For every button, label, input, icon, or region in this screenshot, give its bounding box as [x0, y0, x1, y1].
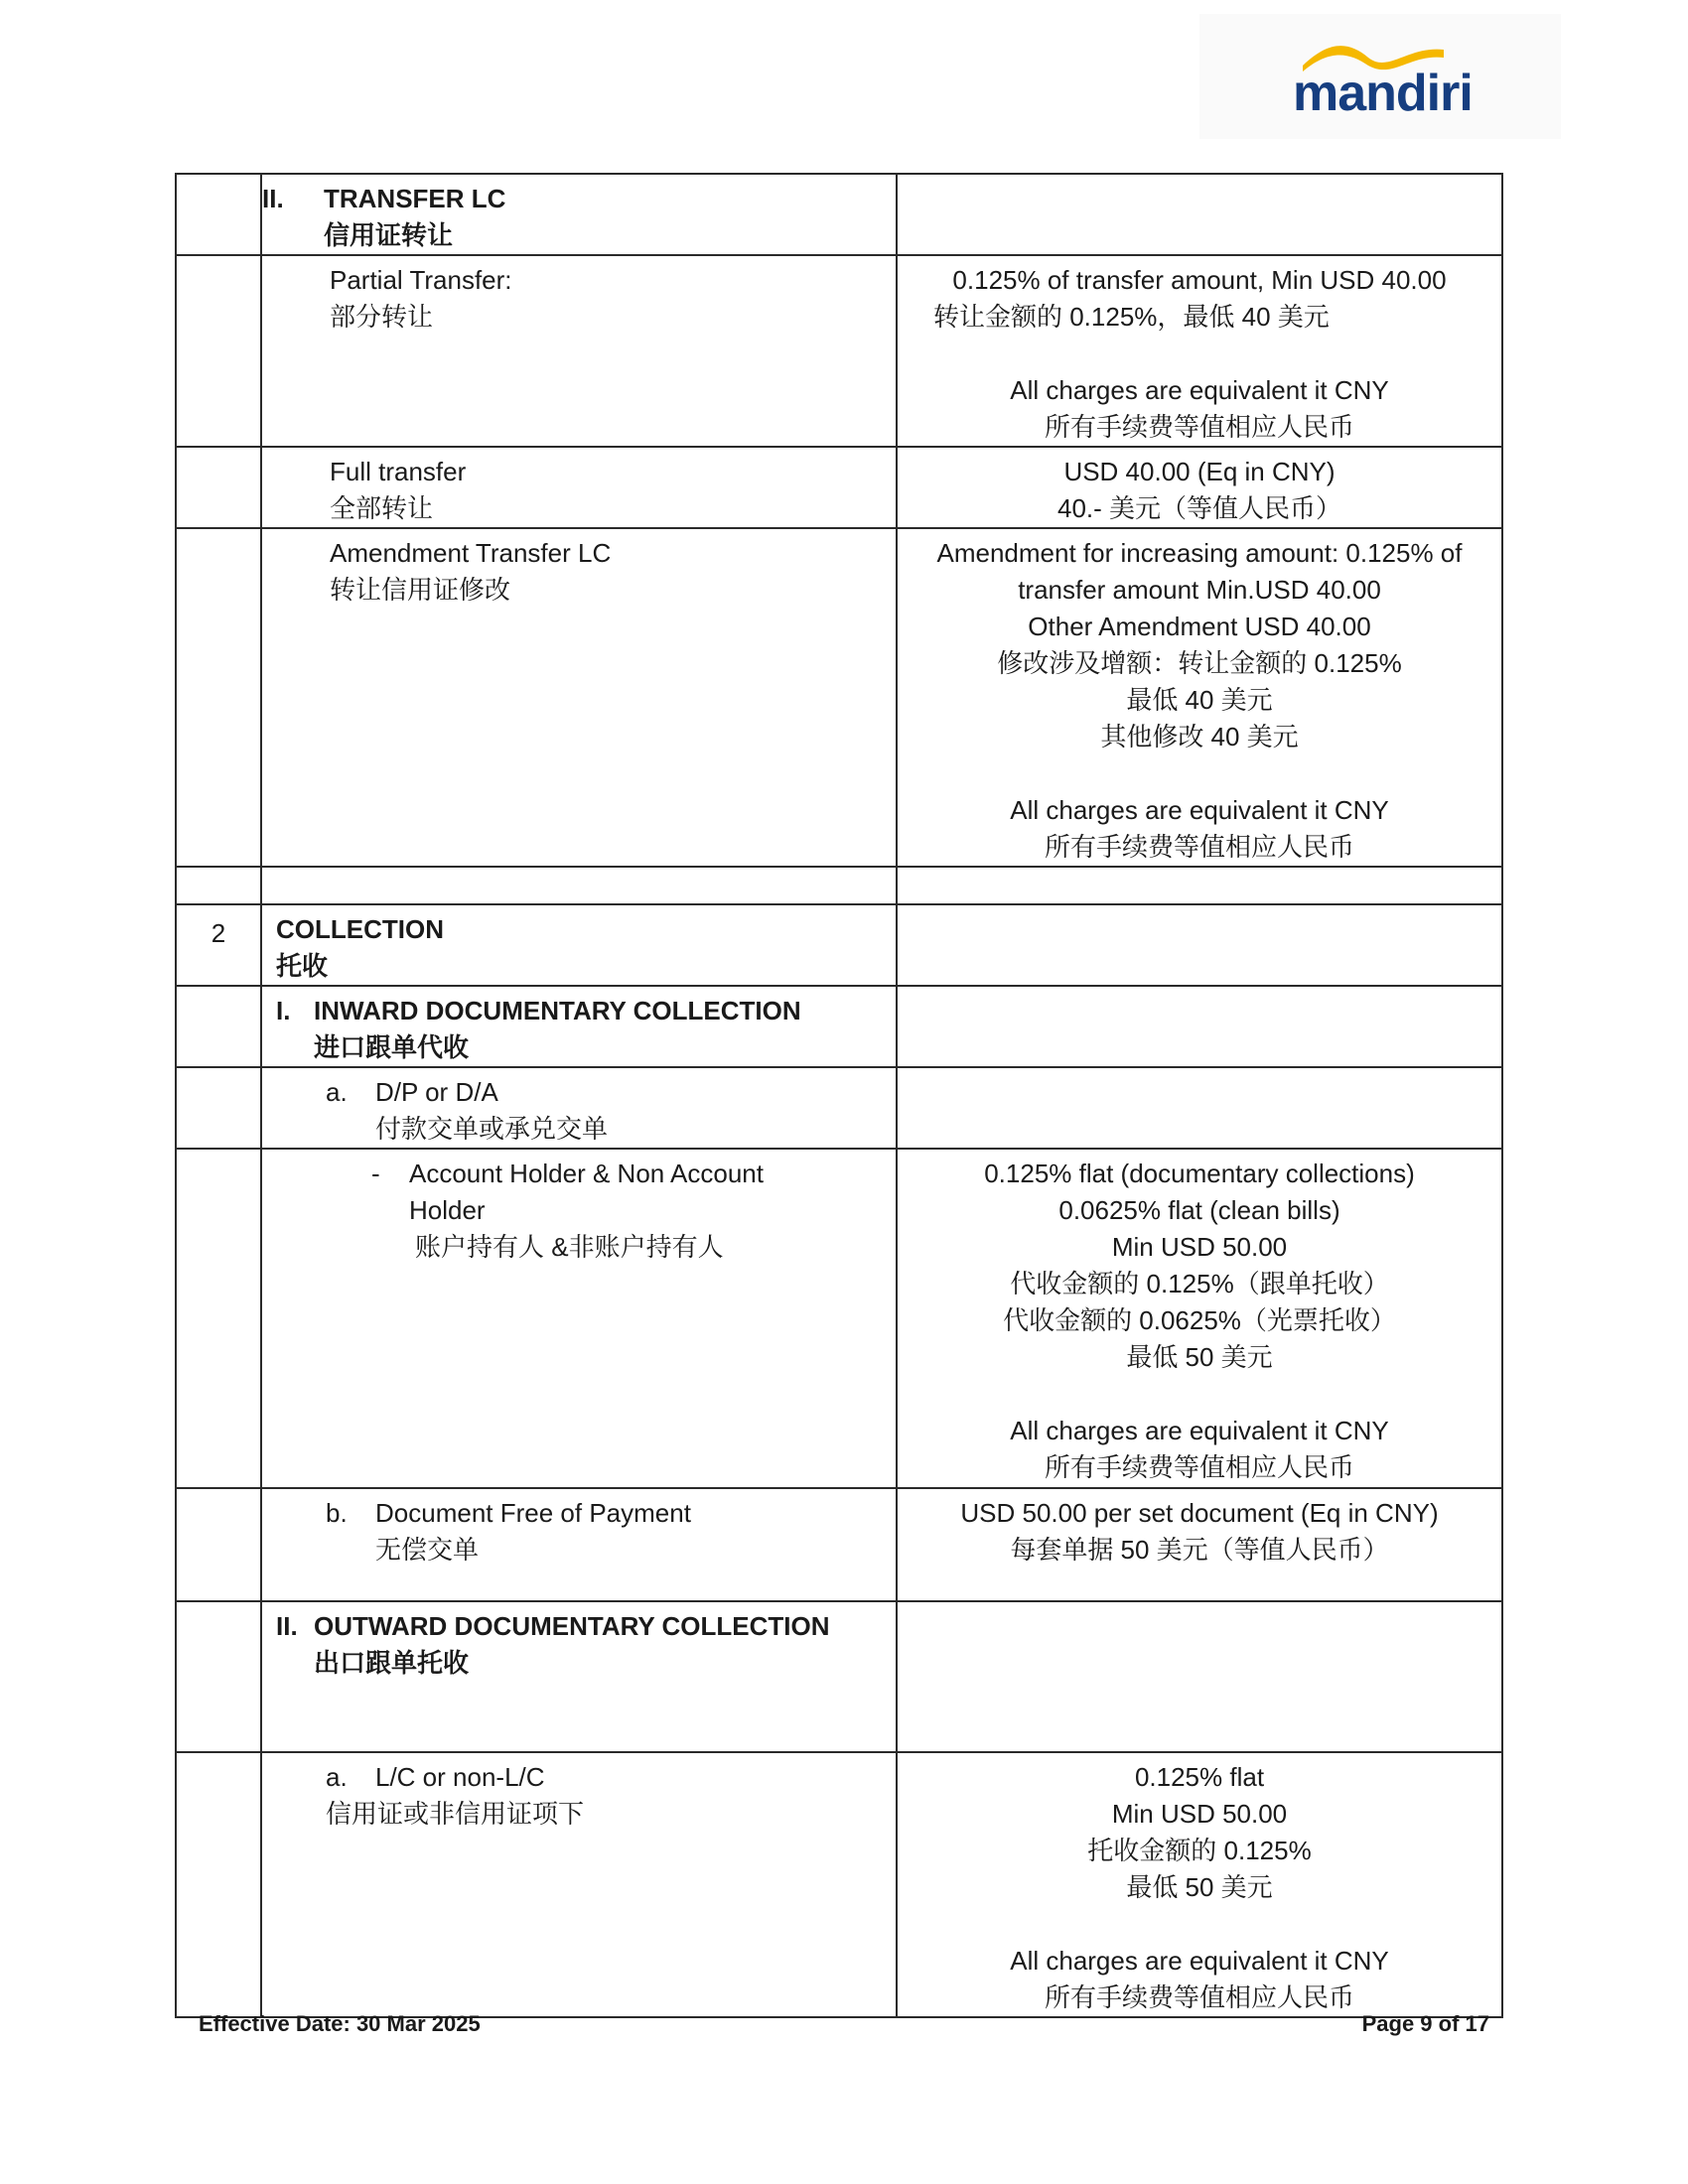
- fee-text: Other Amendment USD 40.00: [1028, 612, 1371, 641]
- row-transfer-lc: [176, 174, 1502, 255]
- item-label: L/C or non-L/C: [375, 1762, 545, 1792]
- item-label-cn: 账户持有人 &非账户持有人: [415, 1232, 724, 1262]
- subsection-title-cn: 进口跟单代收: [314, 1032, 470, 1062]
- fee-text: 0.125% flat (documentary collections): [984, 1159, 1415, 1188]
- fee-text-cn: 代收金额的 0.125%（跟单托收）: [1010, 1269, 1389, 1298]
- fee-text-cn: 每套单据 50 美元（等值人民币）: [1010, 1535, 1389, 1565]
- page-number: Page 9 of 17: [1361, 2011, 1489, 2036]
- item-label-cn: 转让信用证修改: [330, 575, 511, 605]
- roman-numeral: I.: [276, 996, 291, 1025]
- fee-note: All charges are equivalent it CNY: [1010, 1416, 1389, 1445]
- fee-note-cn: 所有手续费等值相应人民币: [1044, 412, 1354, 442]
- item-label: Holder: [409, 1195, 486, 1225]
- item-label-cn: 全部转让: [330, 493, 434, 523]
- item-label: Amendment Transfer LC: [330, 538, 612, 568]
- fee-note-cn: 所有手续费等值相应人民币: [1044, 1982, 1354, 2012]
- row-dp-da: [176, 1067, 1502, 1149]
- item-letter: a.: [326, 1077, 348, 1107]
- fee-note: All charges are equivalent it CNY: [1010, 375, 1389, 405]
- item-dash: -: [371, 1159, 380, 1188]
- roman-numeral: II.: [262, 184, 284, 213]
- row-collection: [176, 904, 1502, 986]
- effective-date: Effective Date: 30 Mar 2025: [199, 2011, 481, 2036]
- row-outward: [176, 1601, 1502, 1752]
- item-label: D/P or D/A: [375, 1077, 498, 1107]
- fee-text-cn: 托收金额的 0.125%: [1087, 1836, 1312, 1865]
- fee-note: All charges are equivalent it CNY: [1010, 1946, 1389, 1976]
- row-amendment-transfer: [176, 528, 1502, 867]
- item-label: Partial Transfer:: [330, 265, 512, 295]
- item-label-cn: 无偿交单: [375, 1535, 480, 1565]
- section-title: TRANSFER LC: [324, 184, 506, 213]
- section-title-cn: 信用证转让: [324, 220, 454, 250]
- fee-text-cn: 最低 50 美元: [1126, 1872, 1273, 1902]
- item-label-cn: 付款交单或承兑交单: [375, 1114, 609, 1144]
- fee-text: USD 40.00 (Eq in CNY): [1063, 457, 1336, 486]
- item-letter: a.: [326, 1762, 348, 1792]
- fee-text-cn: 其他修改 40 美元: [1100, 722, 1299, 751]
- row-spacer: [176, 867, 1502, 904]
- fee-table: [175, 173, 1503, 2018]
- row-partial-transfer: [176, 255, 1502, 447]
- section-title: COLLECTION: [276, 914, 444, 944]
- mandiri-logo: [1199, 14, 1561, 139]
- item-label: Account Holder & Non Account: [409, 1159, 764, 1188]
- fee-text: Min USD 50.00: [1111, 1799, 1288, 1829]
- subsection-title: OUTWARD DOCUMENTARY COLLECTION: [314, 1611, 830, 1641]
- row-full-transfer: [176, 447, 1502, 528]
- brand-name: mandiri: [1293, 65, 1473, 122]
- item-label: Document Free of Payment: [375, 1498, 691, 1528]
- row-account-holder: [176, 1149, 1502, 1488]
- subsection-title: INWARD DOCUMENTARY COLLECTION: [314, 996, 801, 1025]
- fee-text-cn: 修改涉及增额：转让金额的 0.125%: [997, 648, 1402, 678]
- fee-note: All charges are equivalent it CNY: [1010, 795, 1389, 825]
- item-letter: b.: [326, 1498, 348, 1528]
- item-label: Full transfer: [330, 457, 467, 486]
- fee-text-cn: 转让金额的 0.125%，最低 40 美元: [933, 302, 1330, 332]
- fee-note-cn: 所有手续费等值相应人民币: [1044, 1452, 1354, 1482]
- fee-text: Min USD 50.00: [1111, 1232, 1288, 1262]
- fee-text: USD 50.00 per set document (Eq in CNY): [960, 1498, 1439, 1528]
- fee-text: Amendment for increasing amount: 0.125% of transfer amount Min.USD 40.00: [936, 538, 1463, 605]
- item-label-cn: 部分转让: [330, 302, 434, 332]
- fee-text: 0.125% flat: [1134, 1762, 1265, 1792]
- fee-text: 0.0625% flat (clean bills): [1058, 1195, 1340, 1225]
- fee-text-cn: 代收金额的 0.0625%（光票托收）: [1003, 1305, 1396, 1335]
- row-document-free-of-payment: [176, 1488, 1502, 1601]
- section-title-cn: 托收: [276, 951, 329, 981]
- fee-text-cn: 40.- 美元（等值人民币）: [1056, 493, 1342, 523]
- roman-numeral: II.: [276, 1611, 298, 1641]
- row-inward: [176, 986, 1502, 1067]
- fee-text: 0.125% of transfer amount, Min USD 40.00: [952, 265, 1447, 295]
- subsection-title-cn: 出口跟单托收: [314, 1648, 470, 1678]
- fee-note-cn: 所有手续费等值相应人民币: [1044, 832, 1354, 862]
- fee-text-cn: 最低 50 美元: [1126, 1342, 1273, 1372]
- section-number: 2: [176, 904, 261, 986]
- row-lc-non-lc: [176, 1752, 1502, 2017]
- fee-text-cn: 最低 40 美元: [1126, 685, 1273, 715]
- item-label-cn: 信用证或非信用证项下: [326, 1799, 585, 1829]
